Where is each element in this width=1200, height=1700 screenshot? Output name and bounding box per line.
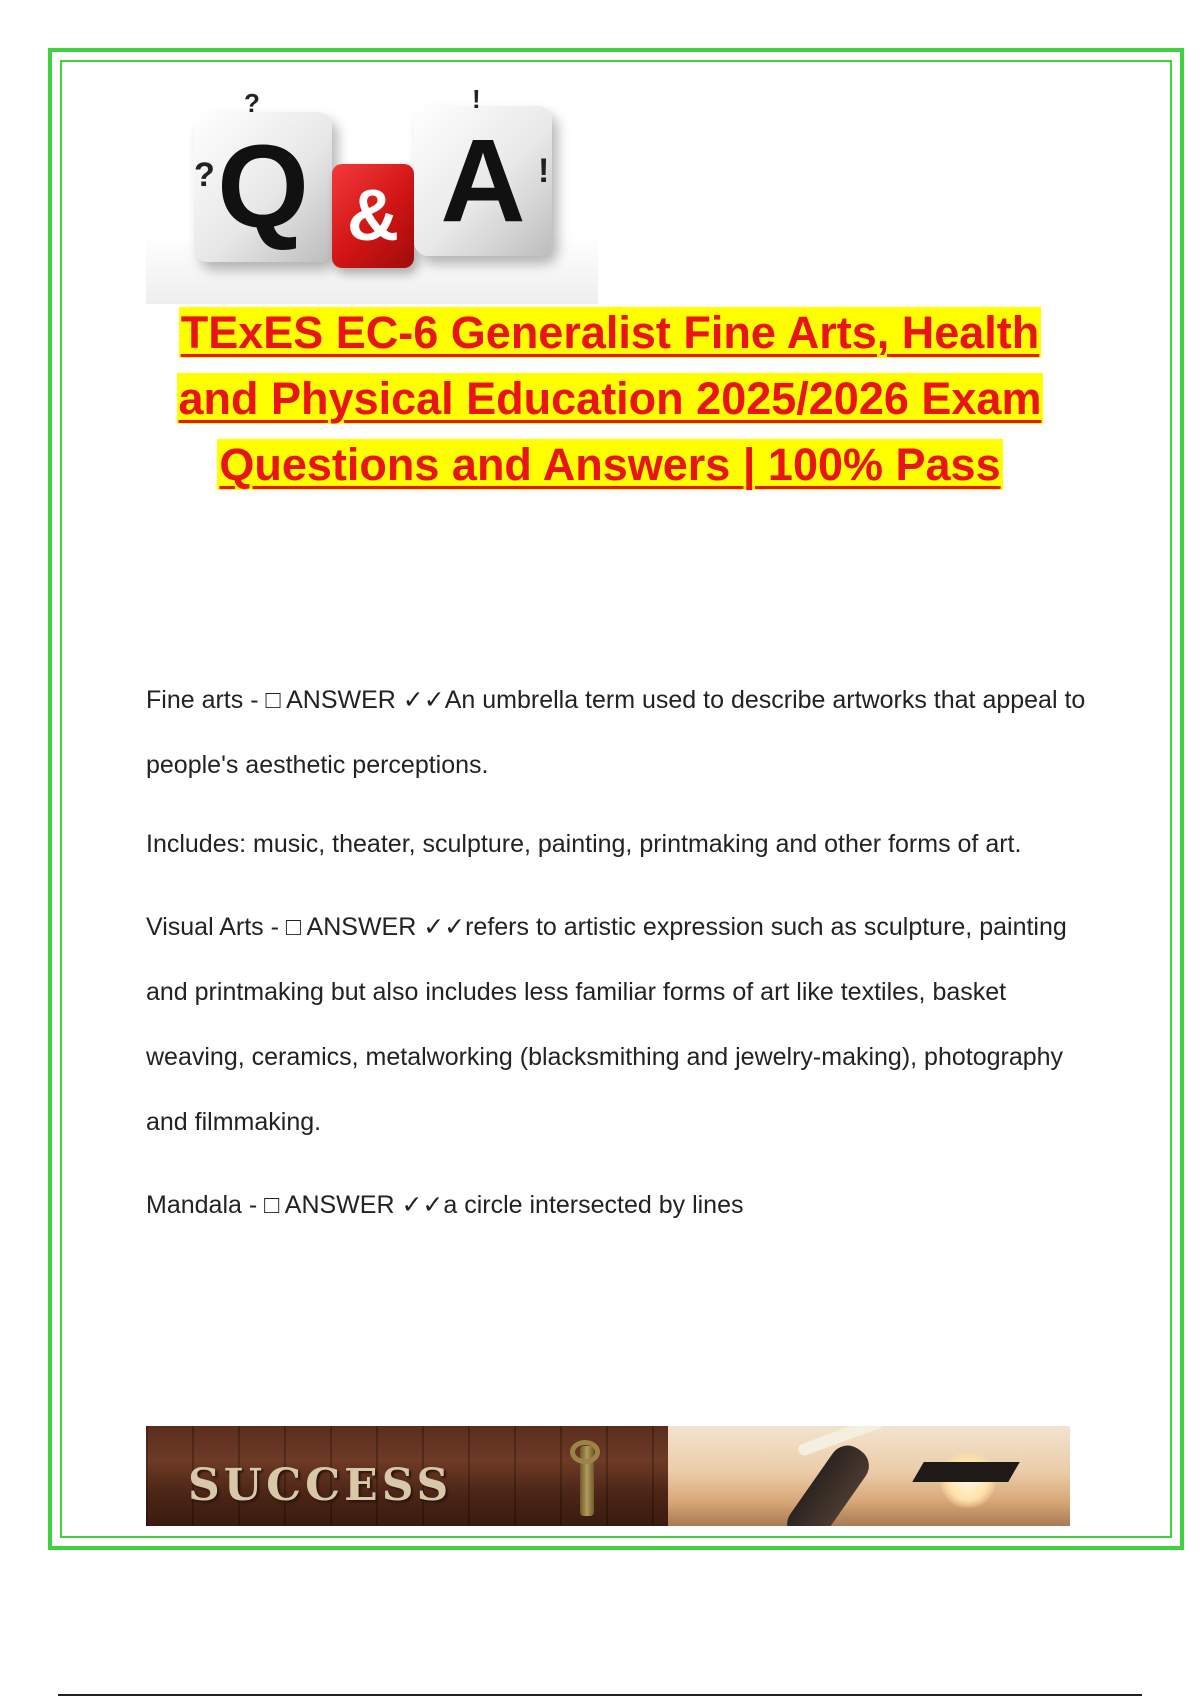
title-line-2: and Physical Education 2025/2026 Exam bbox=[178, 373, 1042, 424]
success-banner bbox=[146, 1426, 1070, 1526]
success-word: SUCCESS bbox=[188, 1460, 453, 1511]
success-banner-wood bbox=[146, 1426, 668, 1526]
die-q-side-mark: ? bbox=[194, 156, 215, 194]
qa-dice-logo bbox=[146, 72, 598, 304]
die-q-top-mark: ? bbox=[244, 88, 260, 118]
die-q-letter: Q bbox=[217, 121, 309, 253]
title-line-1: TExES EC-6 Generalist Fine Arts, Health bbox=[180, 307, 1040, 358]
key-icon bbox=[580, 1446, 594, 1516]
qa-item-visual-arts: Visual Arts - □ ANSWER ✓✓refers to artistic expression such as sculpture, painting and printmaking but also includes less familiar forms of art like textiles, basket weaving, ceramics, metalworking (blacksmithing and jewelry-making), photography and filmmaking. bbox=[146, 913, 1067, 1136]
die-a-side-mark: ! bbox=[538, 152, 550, 190]
title-line-3: Questions and Answers | 100% Pass bbox=[219, 439, 1001, 490]
footer-rule bbox=[58, 1694, 1142, 1696]
die-a-top-mark: ! bbox=[472, 84, 481, 114]
qa-item-fine-arts-continuation: Includes: music, theater, sculpture, painting, printmaking and other forms of art. bbox=[146, 830, 1022, 858]
qa-body bbox=[146, 668, 1096, 1256]
raised-arm-icon bbox=[780, 1438, 876, 1526]
die-a bbox=[414, 106, 552, 256]
qa-item-fine-arts: Fine arts - □ ANSWER ✓✓An umbrella term used to describe artworks that appeal to people's aesthetic perceptions. bbox=[146, 686, 1086, 779]
die-a-letter: A bbox=[440, 115, 526, 247]
qa-item-mandala: Mandala - □ ANSWER ✓✓a circle intersected by lines bbox=[146, 1191, 744, 1219]
graduate-sunset-image bbox=[668, 1426, 1070, 1526]
die-ampersand-letter: & bbox=[347, 176, 399, 256]
die-ampersand bbox=[332, 164, 414, 268]
document-title bbox=[140, 300, 1080, 498]
graduation-cap-icon bbox=[912, 1462, 1020, 1482]
